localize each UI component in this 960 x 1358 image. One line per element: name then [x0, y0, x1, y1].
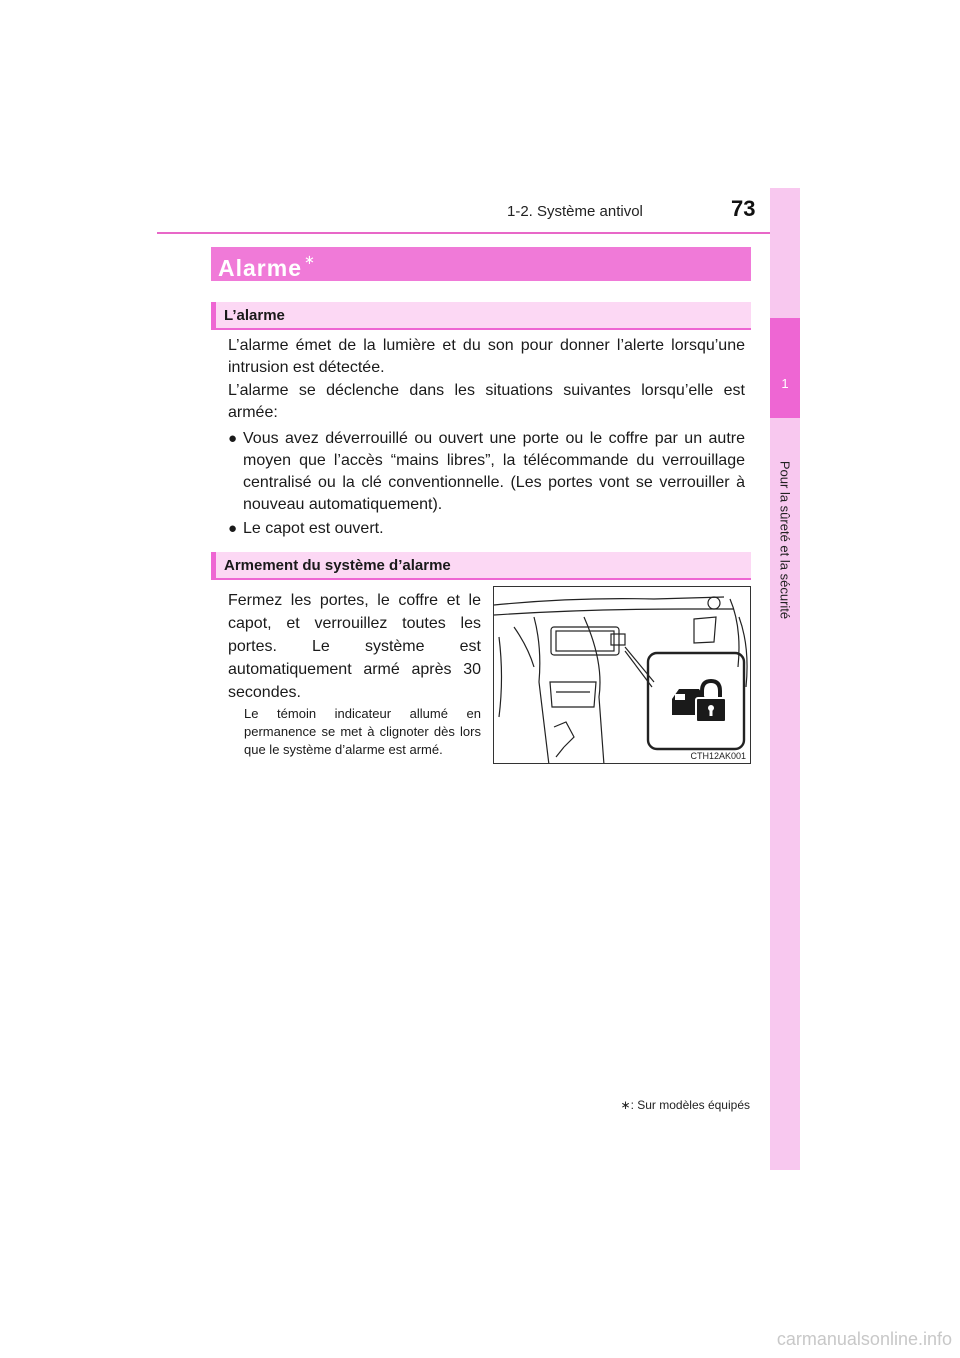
chapter-label-wrap [770, 420, 800, 660]
dashboard-illustration [493, 586, 751, 764]
page-title-mark: ∗ [303, 252, 316, 267]
page-title-text: Alarme [218, 255, 302, 281]
figure-code: CTH12AK001 [690, 751, 746, 761]
section-heading-alarm: L’alarme [211, 302, 751, 329]
watermark: carmanualsonline.info [776, 1329, 952, 1349]
chapter-label: Pour la sûreté et la sécurité [777, 460, 793, 620]
chapter-number: 1 [781, 376, 789, 391]
bullet-dot-icon: ● [228, 520, 238, 537]
paragraph-arming: Fermez les portes, le coffre et le capot, et verrouillez toutes les portes. Le système est automatiquement armé après 30 secondes. [228, 592, 481, 701]
chapter-side-tab-active [770, 318, 800, 418]
section-heading-arming: Armement du système d’alarme [211, 552, 751, 579]
list-item-text: Vous avez déverrouillé ou ouvert une porte ou le coffre par un autre moyen que l’accès “mains libres”, la télécommande du verrouillage centralisé ou la clé conventionnelle. (Les portes vont se verrouiller à nouveau automatiquement). [243, 430, 745, 513]
list-item [228, 518, 745, 540]
list-item-text: Le capot est ouvert. [243, 520, 384, 537]
footnote: ∗: Sur modèles équipés [620, 1098, 750, 1112]
page-title [211, 247, 751, 281]
header-section-title: 1-2. Système antivol [507, 203, 643, 220]
car-lock-indicator-icon [672, 681, 726, 722]
list-item [228, 428, 745, 516]
note-indicator: Le témoin indicateur allumé en permanence se met à clignoter dès lors que le système d’alarme est armé. [244, 706, 481, 757]
paragraph-intro: L’alarme émet de la lumière et du son pour donner l’alerte lorsqu’une intrusion est détectée. [228, 337, 745, 376]
bullet-dot-icon: ● [228, 430, 238, 447]
dashboard-drawing [494, 587, 751, 764]
page-number: 73 [731, 196, 756, 221]
header-divider [157, 232, 797, 234]
paragraph-conditions: L’alarme se déclenche dans les situations suivantes lorsqu’elle est armée: [228, 382, 745, 421]
